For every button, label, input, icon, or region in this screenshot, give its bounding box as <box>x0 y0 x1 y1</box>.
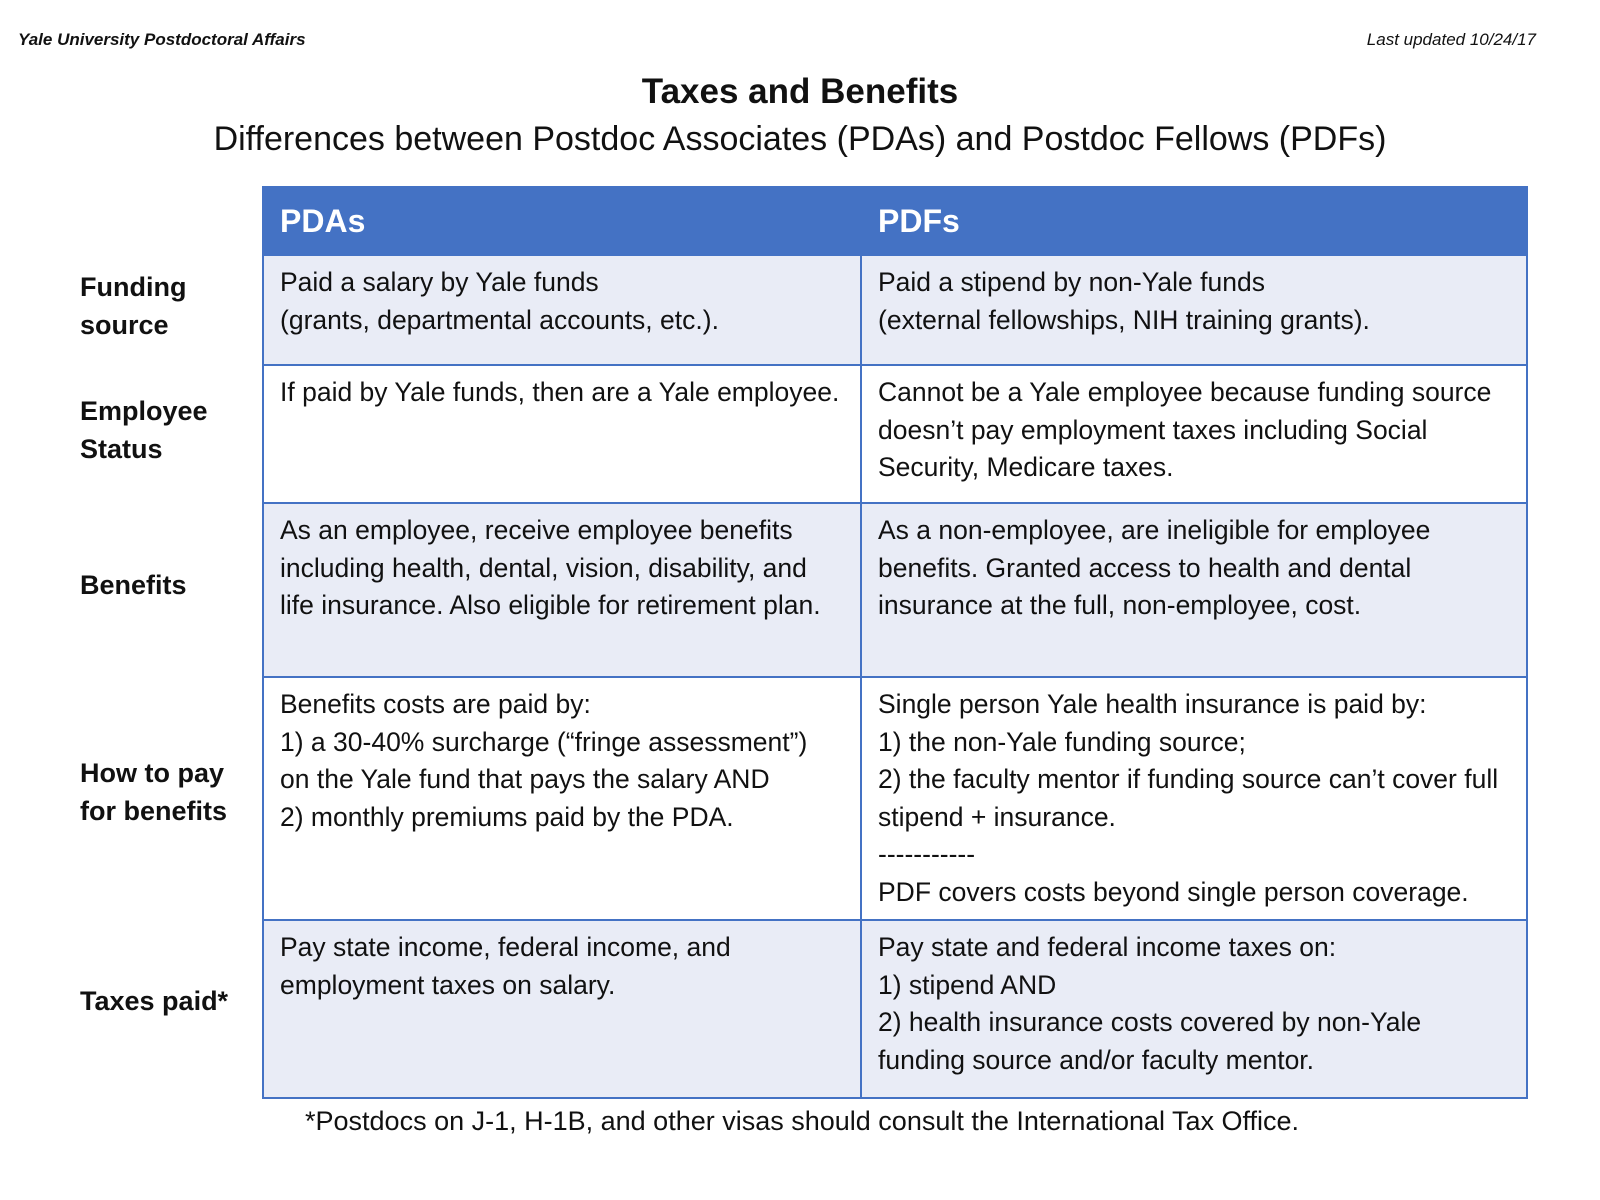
organization-name: Yale University Postdoctoral Affairs <box>18 30 306 49</box>
row-label-benefits: Benefits <box>80 570 187 600</box>
cell-pdfs-benefits: As a non-employee, are ineligible for employee benefits. Granted access to health and dental insurance at the full, non-employee, cost. <box>861 503 1527 677</box>
table-row <box>263 255 1527 365</box>
row-label-employee-status: Employee Status <box>80 396 208 464</box>
comparison-table <box>262 186 1528 1099</box>
cell-pdas-employee-status: If paid by Yale funds, then are a Yale employee. <box>263 365 861 503</box>
cell-pdfs-funding-source: Paid a stipend by non-Yale funds (external fellowships, NIH training grants). <box>861 255 1527 365</box>
table-row <box>263 365 1527 503</box>
row-label-funding-source: Funding source <box>80 272 187 340</box>
row-label-how-to-pay: How to pay for benefits <box>80 758 228 826</box>
table-row <box>263 920 1527 1098</box>
cell-pdfs-taxes-paid: Pay state and federal income taxes on: 1) stipend AND 2) health insurance costs covered by non-Yale funding source and/or faculty mentor. <box>861 920 1527 1098</box>
cell-pdas-funding-source: Paid a salary by Yale funds (grants, departmental accounts, etc.). <box>263 255 861 365</box>
page-subtitle: Differences between Postdoc Associates (PDAs) and Postdoc Fellows (PDFs) <box>213 120 1387 158</box>
page-title: Taxes and Benefits <box>641 72 959 111</box>
cell-pdas-how-to-pay: Benefits costs are paid by: 1) a 30-40% surcharge (“fringe assessment”) on the Yale fund that pays the salary AND 2) monthly premiums paid by the PDA. <box>263 677 861 920</box>
table-row <box>263 503 1527 677</box>
table-header-row <box>263 187 1527 255</box>
column-header-pdfs: PDFs <box>861 187 1527 255</box>
table-row <box>263 677 1527 920</box>
cell-pdas-taxes-paid: Pay state income, federal income, and employment taxes on salary. <box>263 920 861 1098</box>
cell-pdas-benefits: As an employee, receive employee benefits including health, dental, vision, disability, and life insurance. Also eligible for retirement plan. <box>263 503 861 677</box>
cell-pdfs-employee-status: Cannot be a Yale employee because funding source doesn’t pay employment taxes including Social Security, Medicare taxes. <box>861 365 1527 503</box>
row-label-taxes-paid: Taxes paid* <box>80 986 229 1016</box>
cell-pdfs-how-to-pay: Single person Yale health insurance is paid by: 1) the non-Yale funding source; 2) the faculty mentor if funding source can’t cover full stipend + insurance. ----------- PDF covers costs beyond single person coverage. <box>861 677 1527 920</box>
footnote: *Postdocs on J-1, H-1B, and other visas should consult the International Tax Office. <box>305 1106 1300 1136</box>
column-header-pdas: PDAs <box>263 187 861 255</box>
last-updated-date: Last updated 10/24/17 <box>1366 30 1536 49</box>
